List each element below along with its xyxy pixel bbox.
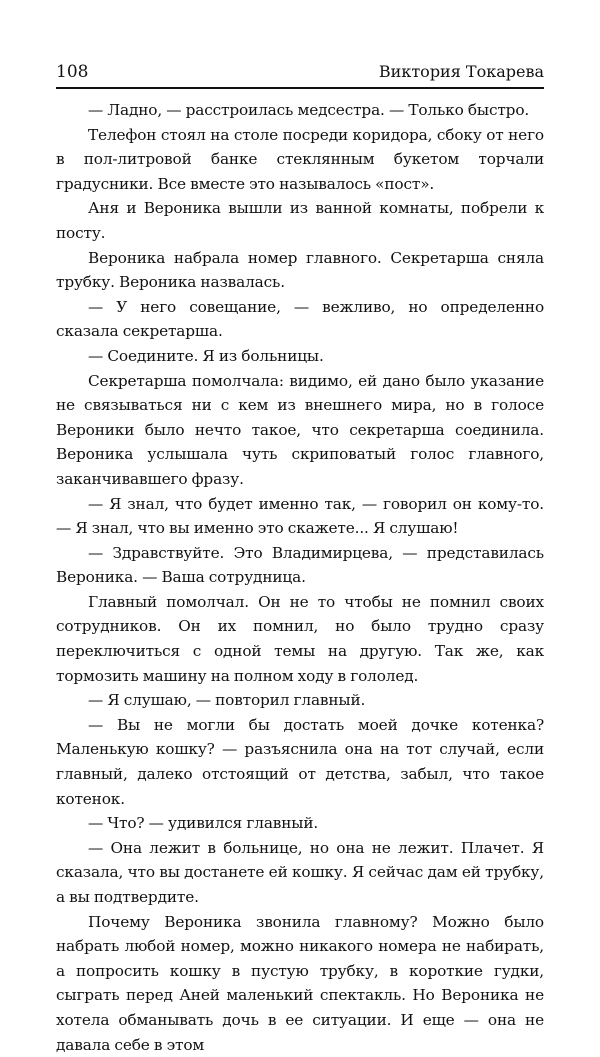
page-header (56, 62, 544, 90)
paragraph: Главный помолчал. Он не то чтобы не помнил своих сотрудников. Он их помнил, но было трудно сразу переключиться с одной темы на другую. Так же, как тормозить машину на полном ходу в гололед. (56, 592, 544, 685)
paragraph: Аня и Вероника вышли из ванной комнаты, побрели к посту. (56, 199, 544, 242)
body-text (56, 98, 544, 1057)
paragraph: — Здравствуйте. Это Владимирцева, — представилась Вероника. — Ваша сотрудница. (56, 543, 544, 587)
paragraph: — Вы не могли бы достать моей дочке котенка? Маленькую кошку? — разъяснила она на тот случай, если главный, далеко отстоящий от детства, забыл, что такое котенок. (56, 715, 544, 808)
paragraph: Вероника набрала номер главного. Секретарша сняла трубку. Вероника назвалась. (56, 248, 544, 292)
paragraph: — Что? — удивился главный. (88, 814, 319, 833)
paragraph: Почему Вероника звонила главному? Можно было набрать любой номер, можно никакого номера не набирать, а попросить кошку в пустую трубку, в короткие гудки, сыграть перед Аней маленький спектакль. Но Вероника не хотела обманывать дочь в ее ситуации. И еще — она не давала себе в этом (56, 912, 544, 1054)
page-number: 108 (56, 62, 89, 82)
paragraph: — Я знал, что будет именно так, — говорил он кому-то. — Я знал, что вы именно это скажете... Я слушаю! (56, 494, 544, 538)
paragraph: — У него совещание, — вежливо, но определенно сказала секретарша. (56, 297, 544, 341)
header-rule (56, 87, 544, 89)
paragraph: Телефон стоял на столе посреди коридора, сбоку от него в пол-литровой банке стеклянным букетом торчали градусники. Все вместе это называлось «пост». (56, 125, 544, 193)
running-head-author: Виктория Токарева (378, 62, 544, 81)
paragraph: — Я слушаю, — повторил главный. (88, 691, 366, 710)
paragraph: Секретарша помолчала: видимо, ей дано было указание не связываться ни с кем из внешнего мира, но в голосе Вероники было нечто такое, что секретарша соединила. Вероника услышала чуть скриповатый голос главного, заканчивавшего фразу. (56, 371, 544, 488)
paragraph: — Она лежит в больнице, но она не лежит. Плачет. Я сказала, что вы достанете ей кошку. Я сейчас дам ей трубку, а вы подтвердите. (56, 838, 544, 906)
paragraph: — Ладно, — расстроилась медсестра. — Только быстро. (88, 101, 530, 119)
paragraph: — Соедините. Я из больницы. (88, 346, 324, 365)
